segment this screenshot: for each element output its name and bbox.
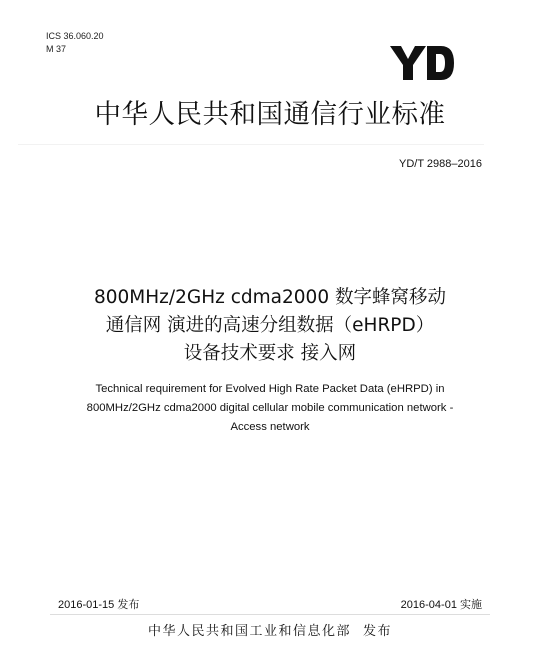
title-cn-line: 通信网 演进的高速分组数据（eHRPD） [105, 315, 435, 336]
title-cn-line: 设备技术要求 接入网 [183, 343, 357, 364]
document-title-chinese [0, 284, 540, 368]
issue-date: 2016-01-15 发布 [58, 599, 140, 611]
footer-divider [50, 614, 490, 615]
publisher-verb: 发布 [363, 624, 393, 639]
publisher-name: 中华人民共和国工业和信息化部 [147, 624, 351, 639]
title-en-line: Access network [230, 421, 310, 433]
yd-logo [390, 44, 454, 82]
title-en-line: Technical requirement for Evolved High Rate Packet Data (eHRPD) in [95, 383, 445, 395]
document-title-english [0, 380, 540, 437]
ccs-code: M 37 [46, 44, 67, 54]
implementation-date: 2016-04-01 实施 [400, 599, 482, 611]
standard-number: YD/T 2988–2016 [399, 158, 482, 170]
classification-codes [46, 30, 104, 56]
ics-code: ICS 36.060.20 [46, 31, 104, 41]
title-cn-line: 800MHz/2GHz cdma2000 数字蜂窝移动 [94, 287, 446, 308]
header-divider [18, 144, 484, 145]
standard-category-title: 中华人民共和国通信行业标准 [94, 99, 446, 130]
title-en-line: 800MHz/2GHz cdma2000 digital cellular mobile communication network - [86, 402, 454, 414]
publisher-line [0, 620, 540, 639]
